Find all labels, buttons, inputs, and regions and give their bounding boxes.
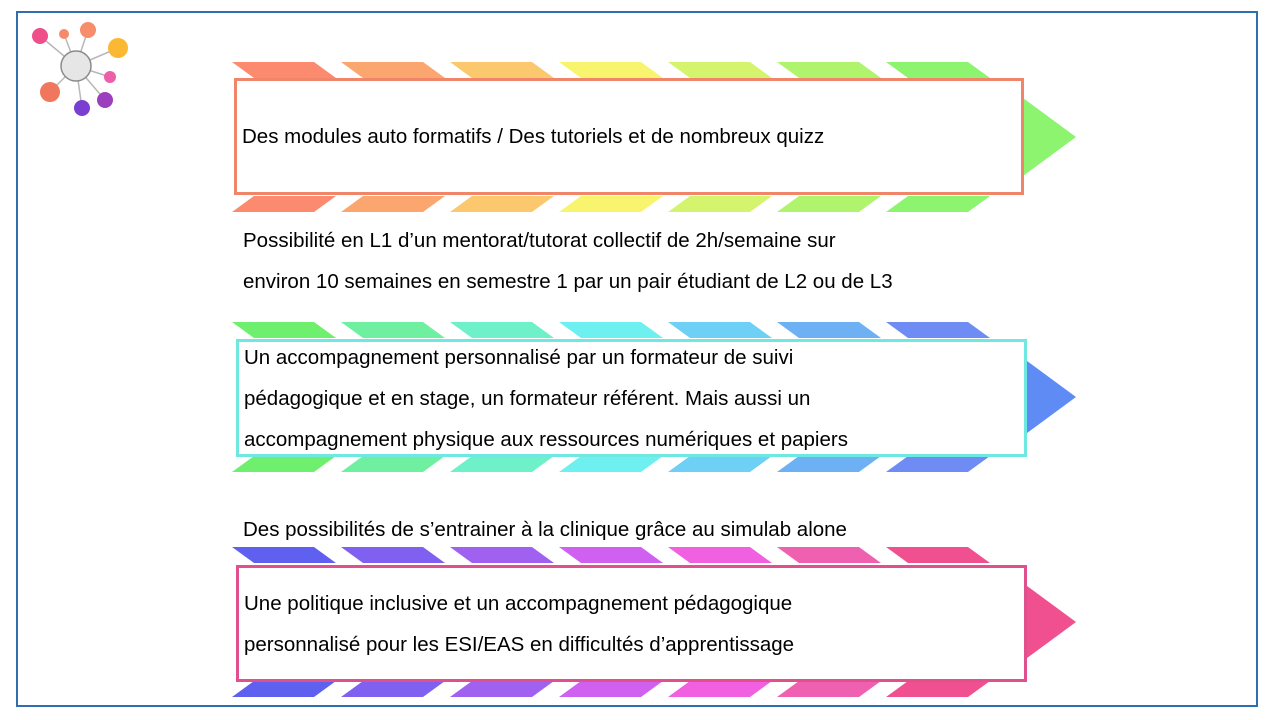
logo-node bbox=[108, 38, 128, 58]
section-2-line-2: pédagogique et en stage, un formateur référent. Mais aussi un bbox=[244, 386, 811, 410]
logo-node bbox=[59, 29, 69, 39]
logo-node bbox=[80, 22, 96, 38]
chevron-stripe-bottom bbox=[559, 681, 663, 697]
logo-node bbox=[74, 100, 90, 116]
chevron-stripe-top bbox=[886, 322, 990, 338]
section-2-line-1: Un accompagnement personnalisé par un formateur de suivi bbox=[244, 345, 794, 369]
logo-node bbox=[104, 71, 116, 83]
mentorat-text bbox=[243, 220, 893, 302]
chevron-stripe-bottom bbox=[777, 681, 881, 697]
chevron-tip bbox=[1023, 358, 1076, 436]
logo-hub bbox=[61, 51, 91, 81]
section-3-line-1: Une politique inclusive et un accompagnement pédagogique bbox=[244, 591, 793, 615]
section-box-3 bbox=[236, 565, 1027, 682]
section-1-text: Des modules auto formatifs / Des tutoriels et de nombreux quizz bbox=[242, 125, 825, 148]
chevron-stripe-bottom bbox=[341, 681, 445, 697]
chevron-stripe-top bbox=[559, 62, 663, 78]
section-box-2 bbox=[236, 339, 1027, 457]
chevron-stripe-bottom bbox=[886, 196, 990, 212]
chevron-stripe-bottom bbox=[559, 196, 663, 212]
simulab-text: Des possibilités de s’entrainer à la clinique grâce au simulab alone bbox=[243, 518, 847, 541]
chevron-stripe-top bbox=[777, 547, 881, 563]
chevron-stripe-bottom bbox=[886, 681, 990, 697]
chevron-stripe-top bbox=[341, 547, 445, 563]
chevron-stripe-bottom bbox=[450, 196, 554, 212]
chevron-stripe-top bbox=[559, 547, 663, 563]
chevron-stripe-top bbox=[886, 547, 990, 563]
chevron-stripe-top bbox=[777, 62, 881, 78]
chevron-stripe-bottom bbox=[668, 681, 772, 697]
chevron-stripe-bottom bbox=[777, 196, 881, 212]
logo-node bbox=[40, 82, 60, 102]
mentorat-line-2: environ 10 semaines en semestre 1 par un pair étudiant de L2 ou de L3 bbox=[243, 270, 893, 293]
chevron-stripe-top bbox=[886, 62, 990, 78]
logo-node bbox=[32, 28, 48, 44]
chevron-stripe-bottom bbox=[886, 456, 990, 472]
network-hub-icon bbox=[26, 18, 136, 118]
chevron-stripe-bottom bbox=[232, 681, 336, 697]
logo-node bbox=[97, 92, 113, 108]
chevron-stripe-top bbox=[450, 547, 554, 563]
chevron-stripe-top bbox=[450, 62, 554, 78]
section-2-line-3: accompagnement physique aux ressources numériques et papiers bbox=[244, 427, 848, 451]
chevron-stripe-top bbox=[232, 547, 336, 563]
chevron-stripe-bottom bbox=[341, 196, 445, 212]
chevron-stripe-top bbox=[668, 547, 772, 563]
chevron-tip bbox=[1023, 98, 1076, 176]
chevron-stripe-top bbox=[232, 62, 336, 78]
chevron-tip bbox=[1023, 583, 1076, 661]
chevron-stripe-bottom bbox=[450, 681, 554, 697]
chevron-stripe-top bbox=[668, 62, 772, 78]
chevron-stripe-top bbox=[341, 62, 445, 78]
mentorat-line-1: Possibilité en L1 d’un mentorat/tutorat collectif de 2h/semaine sur bbox=[243, 229, 836, 252]
chevron-stripe-bottom bbox=[668, 196, 772, 212]
section-box-1 bbox=[234, 78, 1024, 195]
chevron-stripe-bottom bbox=[232, 196, 336, 212]
section-3-line-2: personnalisé pour les ESI/EAS en difficultés d’apprentissage bbox=[244, 632, 795, 656]
